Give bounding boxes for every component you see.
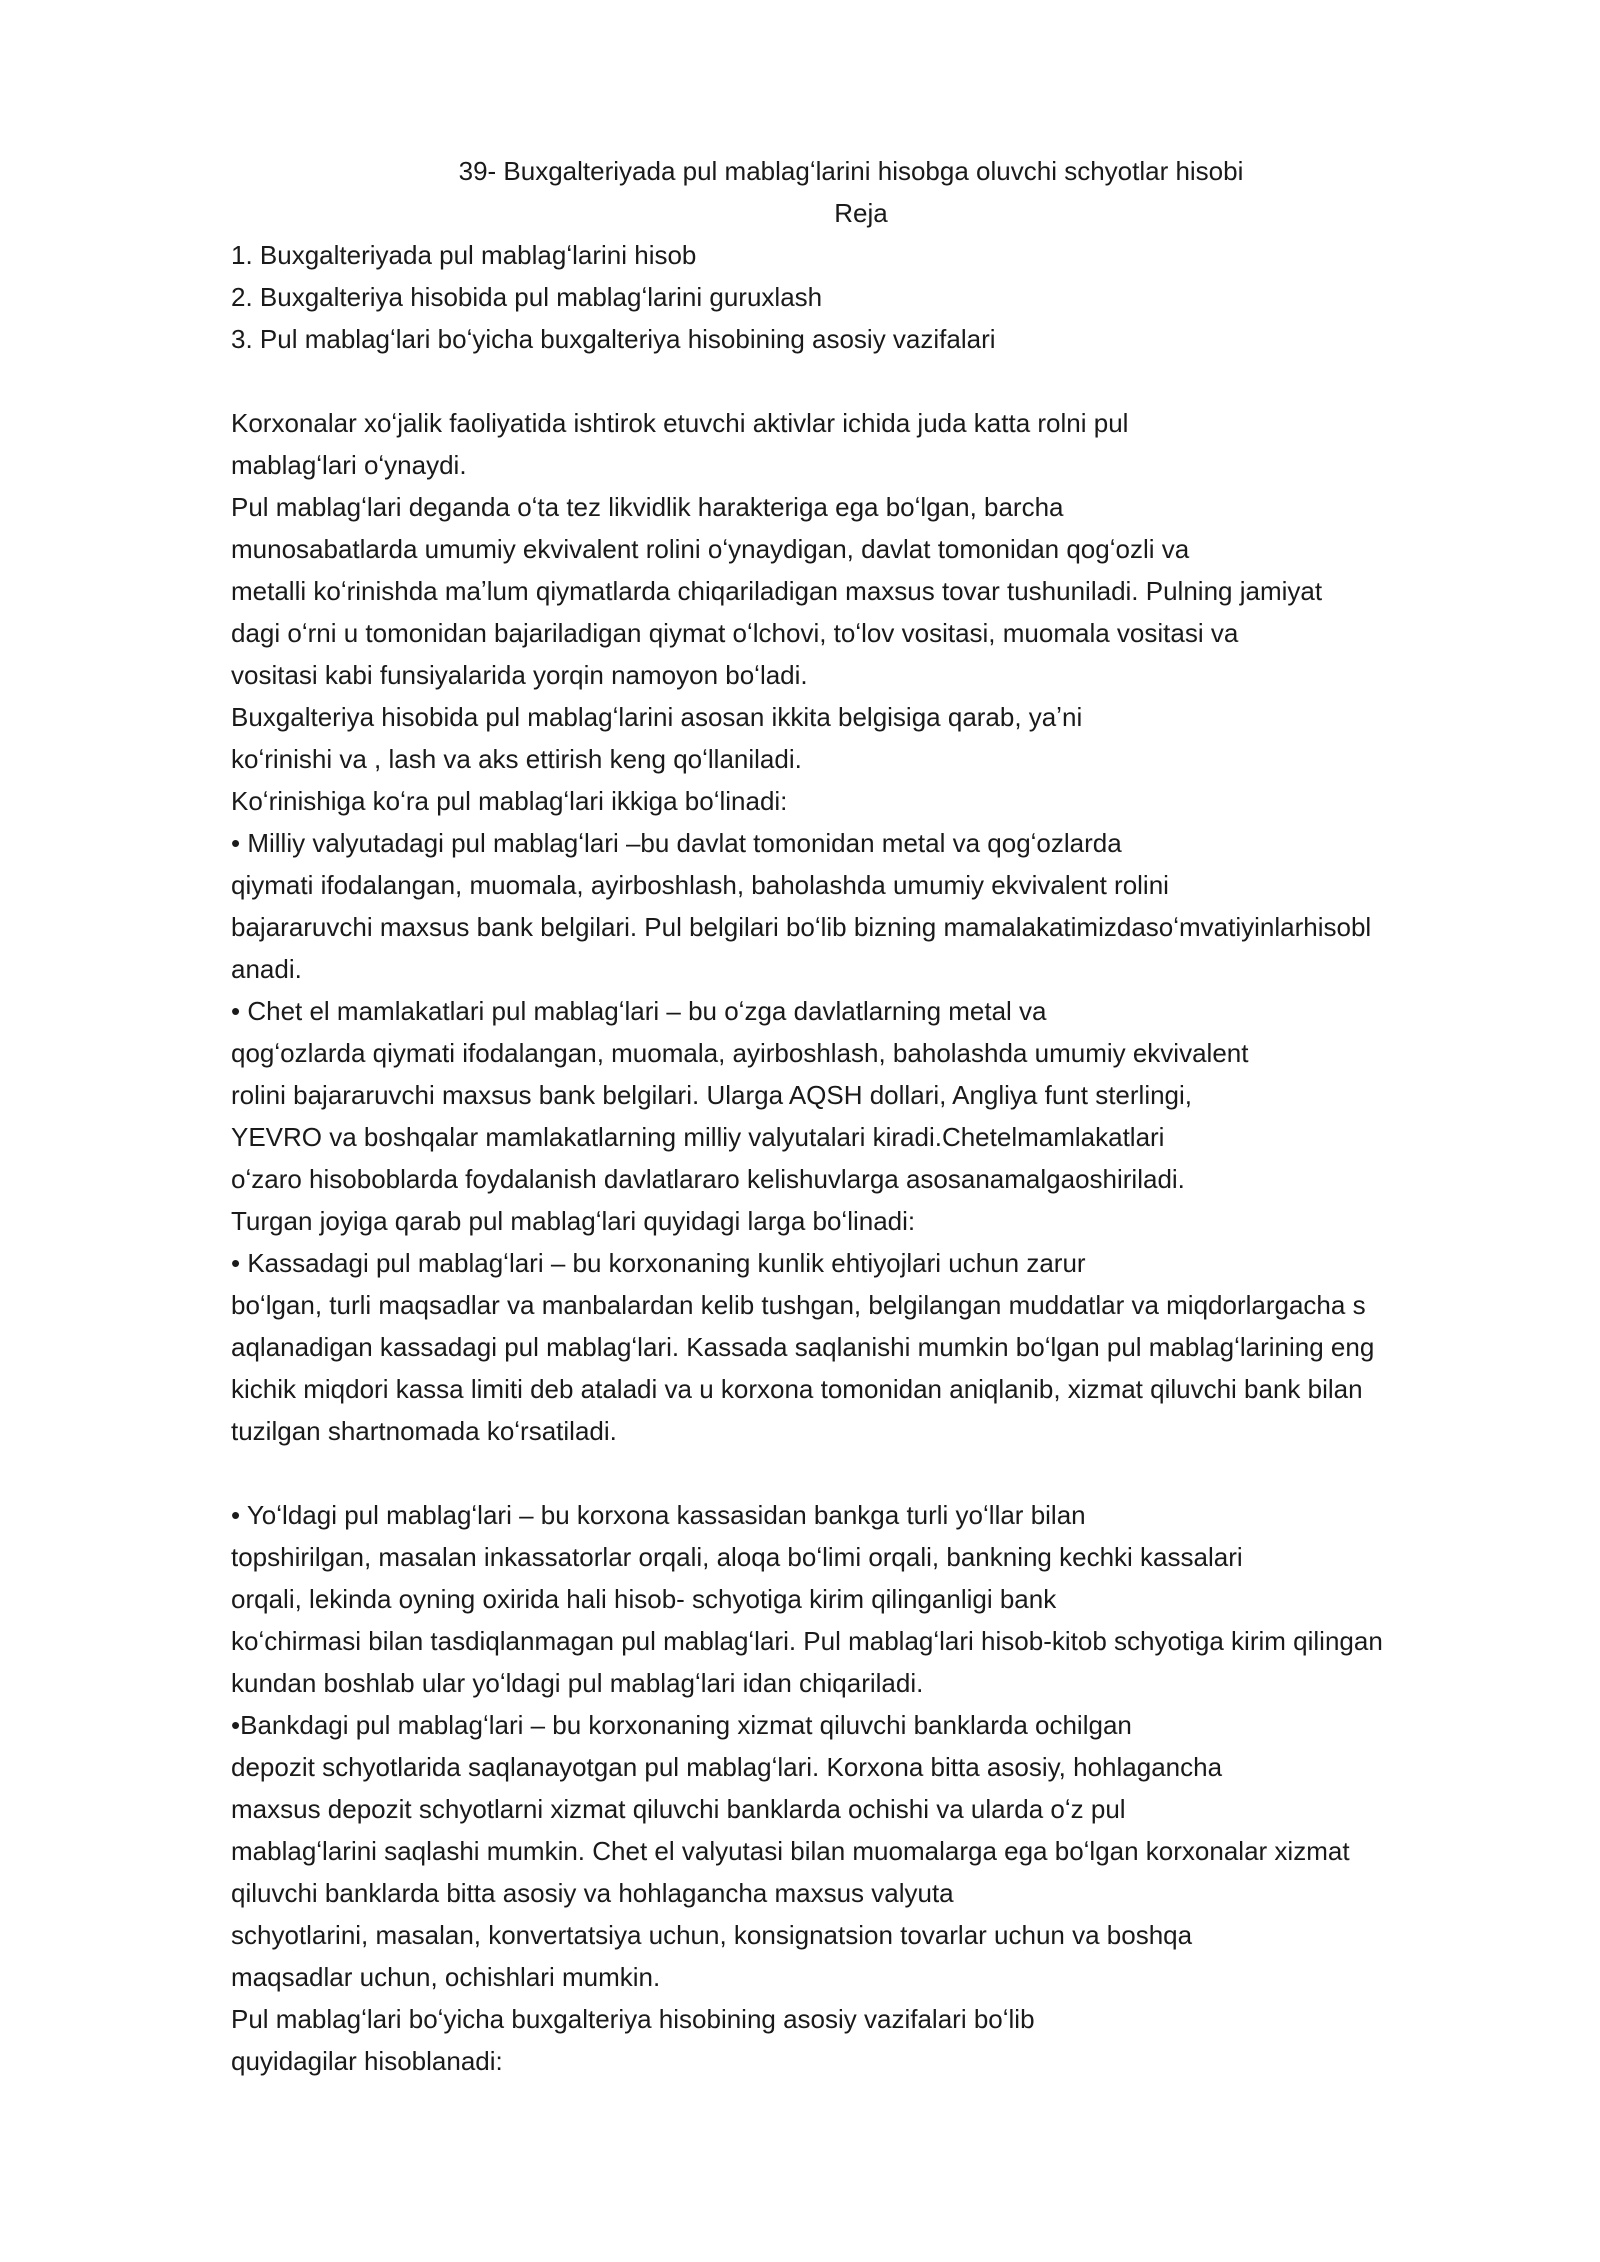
body-line: tuzilgan shartnomada koʻrsatiladi. <box>231 1416 617 1446</box>
body-line: • Yoʻldagi pul mablagʻlari – bu korxona kassasidan bankga turli yoʻllar bilan <box>231 1500 1086 1530</box>
body-line: Buxgalteriya hisobida pul mablagʻlarini asosan ikkita belgisiga qarab, yaʼni <box>231 702 1083 732</box>
body-line: anadi. <box>231 954 302 984</box>
body-line: koʻchirmasi bilan tasdiqlanmagan pul mablagʻlari. Pul mablagʻlari hisob-kitob schyotiga kirim qilingan <box>231 1626 1383 1656</box>
body-line: maxsus depozit schyotlarni xizmat qiluvchi banklarda ochishi va ularda oʻz pul <box>231 1794 1126 1824</box>
plan-list <box>231 234 1491 360</box>
body-line: qogʻozlarda qiymati ifodalangan, muomala, ayirboshlash, baholashda umumiy ekvivalent <box>231 1038 1249 1068</box>
body-line: koʻrinishi va , lash va aks ettirish keng qoʻllaniladi. <box>231 744 802 774</box>
body-line: Korxonalar xoʻjalik faoliyatida ishtirok etuvchi aktivlar ichida juda katta rolni pul <box>231 408 1129 438</box>
document-content <box>231 150 1491 2082</box>
body-line: quyidagilar hisoblanadi: <box>231 2046 503 2076</box>
spacer <box>231 360 1491 402</box>
body-block-1 <box>231 402 1491 1452</box>
body-line: rolini bajararuvchi maxsus bank belgilari. Ularga AQSH dollari, Angliya funt sterlingi, <box>231 1080 1193 1110</box>
body-line: maqsadlar uchun, ochishlari mumkin. <box>231 1962 661 1992</box>
body-line: qiymati ifodalangan, muomala, ayirboshlash, baholashda umumiy ekvivalent rolini <box>231 870 1169 900</box>
body-line: topshirilgan, masalan inkassatorlar orqali, aloqa boʻlimi orqali, bankning kechki kassalari <box>231 1542 1243 1572</box>
body-line: schyotlarini, masalan, konvertatsiya uchun, konsignatsion tovarlar uchun va boshqa <box>231 1920 1193 1950</box>
body-line: boʻlgan, turli maqsadlar va manbalardan kelib tushgan, belgilangan muddatlar va miqdorlargacha s <box>231 1290 1366 1320</box>
body-line: dagi oʻrni u tomonidan bajariladigan qiymat oʻlchovi, toʻlov vositasi, muomala vositasi va <box>231 618 1239 648</box>
body-line: • Chet el mamlakatlari pul mablagʻlari – bu oʻzga davlatlarning metal va <box>231 996 1047 1026</box>
body-block-2 <box>231 1494 1491 2082</box>
body-line: aqlanadigan kassadagi pul mablagʻlari. Kassada saqlanishi mumkin boʻlgan pul mablagʻlarining eng <box>231 1332 1375 1362</box>
body-line: bajararuvchi maxsus bank belgilari. Pul belgilari boʻlib bizning mamalakatimizdasoʻmvatiyinlarhisobl <box>231 912 1372 942</box>
body-line: Pul mablagʻlari deganda oʻta tez likvidlik harakteriga ega boʻlgan, barcha <box>231 492 1064 522</box>
body-line: kichik miqdori kassa limiti deb ataladi va u korxona tomonidan aniqlanib, xizmat qiluvchi bank bilan <box>231 1374 1363 1404</box>
body-line: oʻzaro hisoboblarda foydalanish davlatlararo kelishuvlarga asosanamalgaoshiriladi. <box>231 1164 1185 1194</box>
body-line: •Bankdagi pul mablagʻlari – bu korxonaning xizmat qiluvchi banklarda ochilgan <box>231 1710 1132 1740</box>
spacer <box>231 1452 1491 1494</box>
body-line: vositasi kabi funsiyalarida yorqin namoyon boʻladi. <box>231 660 808 690</box>
body-line: YEVRO va boshqalar mamlakatlarning milliy valyutalari kiradi.Chetelmamlakatlari <box>231 1122 1165 1152</box>
body-line: • Kassadagi pul mablagʻlari – bu korxonaning kunlik ehtiyojlari uchun zarur <box>231 1248 1086 1278</box>
body-line: Koʻrinishiga koʻra pul mablagʻlari ikkiga boʻlinadi: <box>231 786 788 816</box>
plan-item: 3. Pul mablagʻlari boʻyicha buxgalteriya hisobining asosiy vazifalari <box>231 324 996 354</box>
body-line: orqali, lekinda oyning oxirida hali hisob- schyotiga kirim qilinganligi bank <box>231 1584 1057 1614</box>
body-line: munosabatlarda umumiy ekvivalent rolini oʻynaydigan, davlat tomonidan qogʻozli va <box>231 534 1190 564</box>
body-line: mablagʻlarini saqlashi mumkin. Chet el valyutasi bilan muomalarga ega boʻlgan korxonalar xizmat <box>231 1836 1350 1866</box>
plan-item: 1. Buxgalteriyada pul mablagʻlarini hisob <box>231 240 697 270</box>
body-line: metalli koʻrinishda maʼlum qiymatlarda chiqariladigan maxsus tovar tushuniladi. Pulning jamiyat <box>231 576 1323 606</box>
document-title <box>231 150 1491 192</box>
body-line: • Milliy valyutadagi pul mablagʻlari –bu davlat tomonidan metal va qogʻozlarda <box>231 828 1122 858</box>
document-title-text: 39- Buxgalteriyada pul mablagʻlarini hisobga oluvchi schyotlar hisobi <box>458 156 1244 186</box>
plan-heading: Reja <box>834 198 888 228</box>
body-line: Pul mablagʻlari boʻyicha buxgalteriya hisobining asosiy vazifalari boʻlib <box>231 2004 1035 2034</box>
body-line: kundan boshlab ular yoʻldagi pul mablagʻlari idan chiqariladi. <box>231 1668 924 1698</box>
plan-item: 2. Buxgalteriya hisobida pul mablagʻlarini guruxlash <box>231 282 823 312</box>
body-line: qiluvchi banklarda bitta asosiy va hohlagancha maxsus valyuta <box>231 1878 954 1908</box>
body-line: mablagʻlari oʻynaydi. <box>231 450 467 480</box>
body-line: depozit schyotlarida saqlanayotgan pul mablagʻlari. Korxona bitta asosiy, hohlagancha <box>231 1752 1223 1782</box>
body-line: Turgan joyiga qarab pul mablagʻlari quyidagi larga boʻlinadi: <box>231 1206 916 1236</box>
